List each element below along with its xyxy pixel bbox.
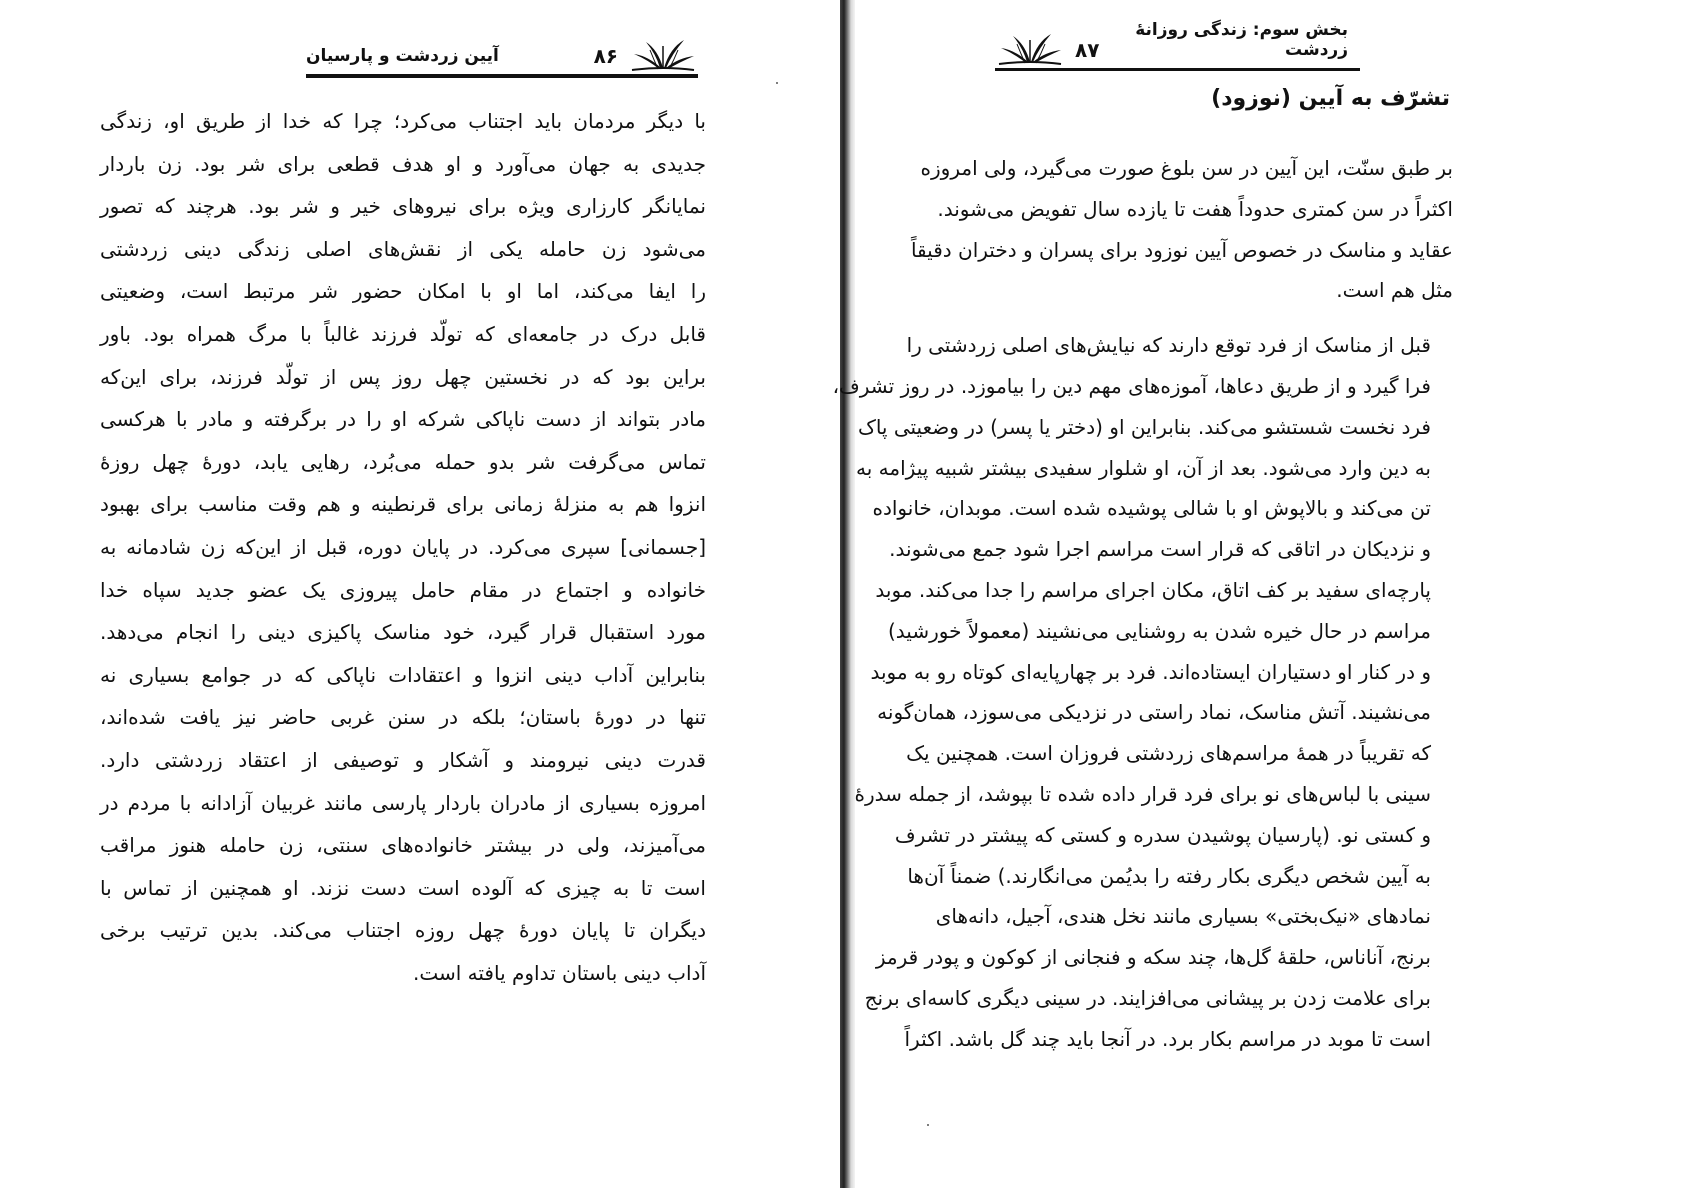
left-body-text xyxy=(100,100,706,994)
right-page xyxy=(832,0,1693,1188)
text-line: انزوا هم به منزلهٔ زمانی برای قرنطینه و هم وقت مناسب برای بهبود xyxy=(100,492,706,517)
right-page-header xyxy=(995,20,1360,71)
text-line: قبل از مناسک از فرد توقع دارند که نیایش‌های اصلی زردشتی را xyxy=(906,333,1431,358)
section-title: تشرّف به آیین (نوزود) xyxy=(1211,86,1450,111)
text-line: بنابراین آداب دینی انزوا و اعتقادات ناپاکی که در جوامع بسیاری نه xyxy=(100,662,706,687)
text-line: و نزدیکان در اتاقی که قرار است مراسم اجرا شود جمع می‌شوند. xyxy=(889,537,1431,562)
text-line: [جسمانی] سپری می‌کرد. در پایان دوره، قبل از این‌که زن شادمانه به xyxy=(100,534,706,559)
text-line: برای علامت زدن بر پیشانی می‌افزایند. در سینی دیگری کاسه‌ای برنج xyxy=(864,985,1431,1010)
scan-speck xyxy=(927,1124,929,1126)
text-line: به دین وارد می‌شود. بعد از آن، او شلوار سفیدی بیشتر شبیه پیژامه به xyxy=(856,455,1431,480)
running-head: آیین زردشت و پارسیان xyxy=(306,46,499,66)
text-line: تن می‌کند و بالاپوش او با شالی پوشیده شده است. موبدان، خانواده xyxy=(872,496,1431,521)
text-line: فرد نخست شستشو می‌کند. بنابراین او (دختر یا پسر) در وضعیتی پاک xyxy=(857,414,1431,439)
text-line: قدرت دینی نیرومند و آشکار و توصیفی از اعتقاد زردشتی دارد. xyxy=(100,747,706,772)
text-line: مثل هم است. xyxy=(1336,278,1453,303)
text-line: آداب دینی باستان تداوم یافته است. xyxy=(413,960,706,985)
text-line: و کستی نو. (پارسیان پوشیدن سدره و کستی که پیشتر در تشرف xyxy=(894,822,1431,847)
plant-ornament-icon xyxy=(995,30,1065,68)
page-number: ۸۶ xyxy=(593,44,618,68)
text-line: پارچه‌ای سفید بر کف اتاق، مکان اجرای مراسم را جدا می‌کند. موبد xyxy=(875,577,1431,602)
text-line: است تا به چیزی که آلوده است دست نزند. او همچنین از تماس با xyxy=(100,875,706,900)
text-line: می‌شود زن حامله یکی از نقش‌های اصلی زندگی دینی زردشتی xyxy=(100,236,706,261)
text-line: فرا گیرد و از طریق دعاها، آموزه‌های مهم دین را بیاموزد. در روز تشرف، xyxy=(832,373,1431,398)
text-line: را ایفا می‌کند، اما او با امکان حضور شر مرتبط است، وضعیتی xyxy=(100,279,706,304)
text-line: امروزه بسیاری از مادران باردار پارسی مانند غربیان آزادانه با مردم در xyxy=(100,790,706,815)
text-line: دیگران تا پایان دورهٔ چهل روزه اجتناب می‌کند. بدین ترتیب برخی xyxy=(100,918,706,943)
paragraph xyxy=(910,148,1453,311)
text-line: بر طبق سنّت، این آیین در سن بلوغ صورت می‌گیرد، ولی امروزه xyxy=(920,156,1453,180)
text-line: قابل درک در جامعه‌ای که تولّد فرزند غالباً با مرگ همراه بود. باور xyxy=(100,321,706,346)
text-line: است تا موبد در مراسم بکار برد. در آنجا باید چند گل باشد. اکثراً xyxy=(904,1026,1431,1051)
text-line: مادر بتواند از دست ناپاکی شرکه او را در برگرفته و مادر با هرکسی xyxy=(100,407,706,432)
scan-speck xyxy=(776,82,778,84)
text-line: مراسم در حال خیره شدن به روشنایی می‌نشیند (معمولاً خورشید) xyxy=(888,618,1431,643)
text-line: عقاید و مناسک در خصوص آیین نوزود برای پسران و دختران دقیقاً xyxy=(910,237,1453,262)
paragraph xyxy=(832,325,1453,1059)
text-line: و در کنار او دستیاران ایستاده‌اند. فرد بر چهارپایه‌ای کوتاه رو به موبد xyxy=(870,659,1431,684)
right-body-text xyxy=(832,148,1453,1060)
left-page-header xyxy=(306,30,698,78)
text-line: براین بود که در نخستین چهل روز پس از تولّد فرزند، برای این‌که xyxy=(100,364,706,389)
text-line: با دیگر مردمان باید اجتناب می‌کرد؛ چرا که خدا از طریق او، زندگی xyxy=(100,109,706,133)
text-line: جدیدی به جهان می‌آورد و او هدف قطعی برای شر بود. زن باردار xyxy=(100,151,706,176)
text-line: تماس می‌گرفت شر بدو حمله می‌بُرد، رهایی یابد، دورهٔ چهل روزهٔ xyxy=(100,449,706,474)
text-line: برنج، آناناس، حلقهٔ گل‌ها، چند سکه و فنجانی از کوکون و پودر قرمز xyxy=(875,945,1431,970)
book-gutter xyxy=(840,0,855,1188)
text-line: به آیین شخص دیگری بکار رفته را بدیُمن می‌انگارند.) ضمناً آن‌ها xyxy=(907,863,1431,888)
text-line: خانواده و اجتماع در مقام حامل پیروزی یک عضو جدید سپاه خدا xyxy=(100,577,706,602)
text-line: تنها در دورهٔ باستان؛ بلکه در سنن غربی حاضر نیز یافت شده‌اند، xyxy=(100,705,706,730)
text-line: نمادهای «نیک‌بختی» بسیاری مانند نخل هندی، آجیل، دانه‌های xyxy=(935,904,1431,929)
text-line: اکثراً در سن کمتری حدوداً هفت تا یازده سال تفویض می‌شوند. xyxy=(937,196,1453,221)
plant-ornament-icon xyxy=(628,36,698,74)
text-line: که تقریباً در همهٔ مراسم‌های زردشتی فروزان است. همچنین یک xyxy=(906,741,1431,766)
text-line: مورد استقبال قرار گیرد، خود مناسک پاکیزی دینی را انجام می‌دهد. xyxy=(100,620,706,645)
text-line: سینی با لباس‌های نو برای فرد قرار داده شده تا بپوشد، از جمله سدرهٔ xyxy=(854,781,1431,806)
text-line: می‌آمیزند، ولی در بیشتر خانواده‌های سنتی، زن حامله هنوز مراقب xyxy=(100,833,706,858)
page-number: ۸۷ xyxy=(1075,38,1100,62)
text-line: نمایانگر کارزاری ویژه برای نیروهای خیر و شر بود. هرچند که تصور xyxy=(100,194,706,219)
text-line: می‌نشیند. آتش مناسک، نماد راستی در نزدیکی می‌سوزد، همان‌گونه xyxy=(877,700,1431,725)
left-page xyxy=(0,0,840,1188)
running-head: بخش سوم: زندگی روزانهٔ زردشت xyxy=(1135,20,1348,60)
